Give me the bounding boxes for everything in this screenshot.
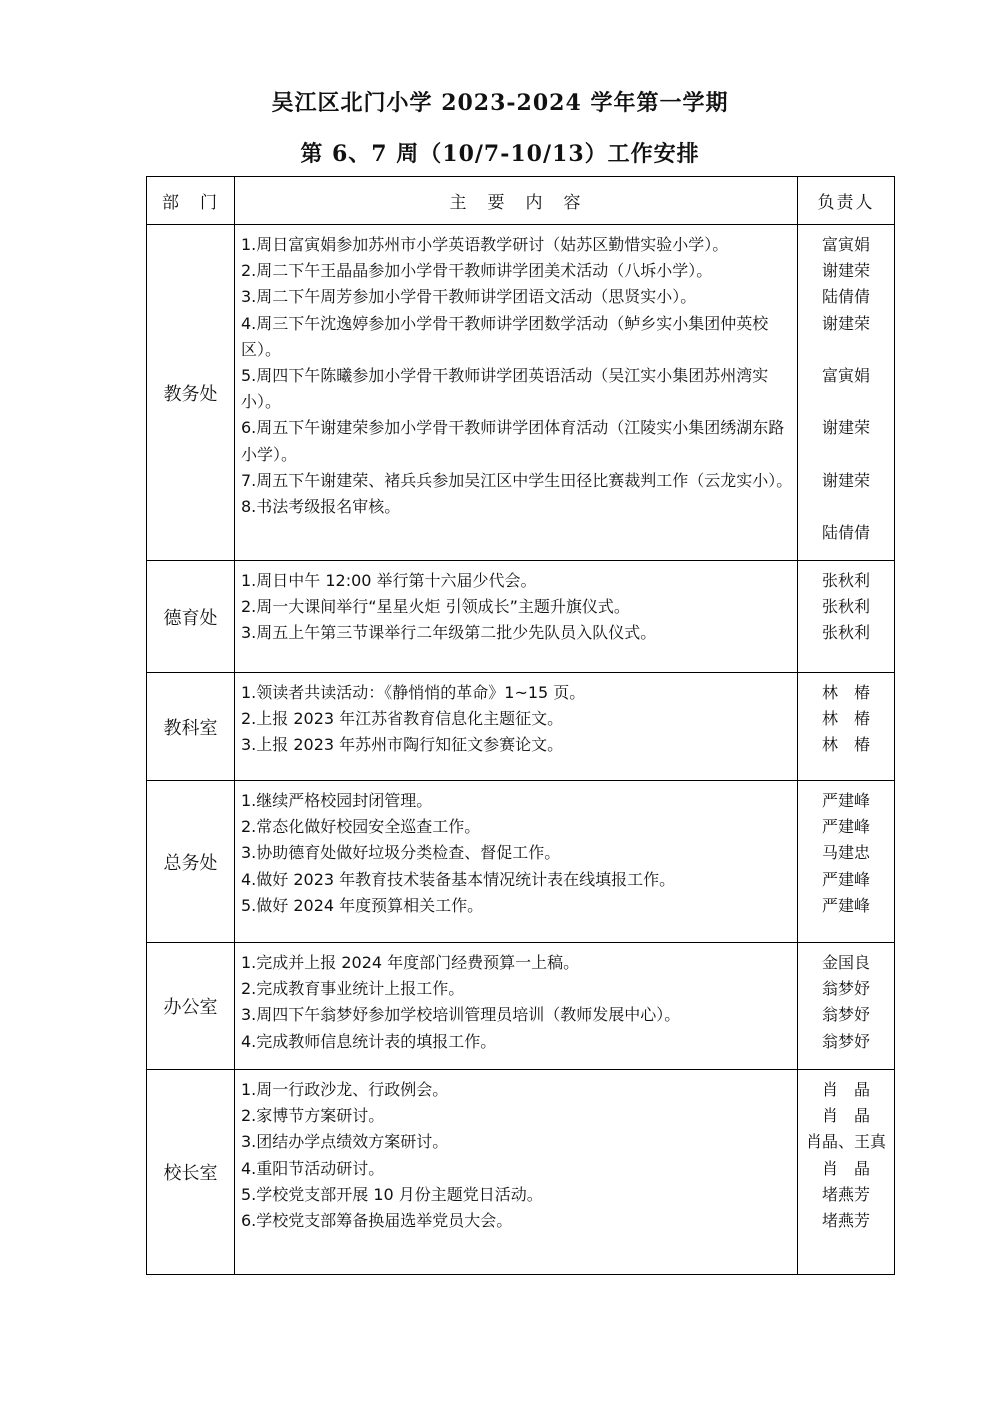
section-row-jiaoke: [147, 673, 895, 781]
owner-name: 谢建荣: [821, 418, 870, 438]
owner-name: [798, 494, 894, 520]
list-item: 4.完成教师信息统计表的填报工作。: [241, 1031, 497, 1051]
owner-name: 林 椿: [821, 735, 870, 755]
dept-label: 教科室: [147, 673, 235, 781]
list-item: 6.周五下午谢建荣参加小学骨干教师讲学团体育活动（江陵实小集团绣湖东路小学）。: [241, 418, 785, 464]
items-cell: [235, 781, 798, 943]
owner-name: 富寅娟: [821, 235, 870, 254]
owner-name: 金国良: [821, 953, 870, 972]
items-cell: [235, 1070, 798, 1275]
items-cell: [235, 561, 798, 673]
owners-cell: [798, 673, 895, 781]
owner-name: 马建忠: [821, 843, 870, 863]
section-row-xiaozhang: [147, 1070, 895, 1275]
owner-name: [798, 389, 894, 415]
list-item: 3.团结办学点绩效方案研讨。: [241, 1132, 449, 1152]
owners-cell: [798, 781, 895, 943]
section-row-zongwu: [147, 781, 895, 943]
list-item: 4.重阳节活动研讨。: [241, 1158, 385, 1178]
header-dept: 部 门: [147, 177, 235, 225]
owner-name: 肖 晶: [821, 1158, 870, 1178]
owners-cell: [798, 225, 895, 561]
list-item: 3.协助德育处做好垃圾分类检查、督促工作。: [241, 843, 561, 863]
list-item: 2.上报 2023 年江苏省教育信息化主题征文。: [241, 709, 564, 729]
owner-name: 翁梦妤: [821, 1005, 870, 1025]
owner-name: 翁梦妤: [821, 1031, 870, 1051]
owner-name: 肖 晶: [821, 1080, 870, 1099]
page-title: 吴江区北门小学 2023-2024 学年第一学期: [271, 90, 729, 116]
list-item: 5.学校党支部开展 10 月份主题党日活动。: [241, 1184, 543, 1204]
list-item: 1.继续严格校园封闭管理。: [241, 791, 433, 810]
list-item: 3.上报 2023 年苏州市陶行知征文参赛论文。: [241, 735, 564, 755]
owner-name: 堵燕芳: [821, 1184, 870, 1204]
list-item: 2.常态化做好校园安全巡查工作。: [241, 817, 481, 837]
owner-name: 严建峰: [821, 895, 870, 915]
list-item: 1.完成并上报 2024 年度部门经费预算一上稿。: [241, 953, 580, 972]
owner-name: 严建峰: [821, 791, 870, 810]
list-item: 5.做好 2024 年度预算相关工作。: [241, 895, 484, 915]
list-item: 2.周二下午王晶晶参加小学骨干教师讲学团美术活动（八坼小学）。: [241, 261, 713, 281]
owner-name: 堵燕芳: [821, 1211, 870, 1231]
section-row-deyu: [147, 561, 895, 673]
schedule-table: [146, 176, 895, 1275]
owners-cell: [798, 561, 895, 673]
dept-label: 德育处: [147, 561, 235, 673]
list-item: 4.做好 2023 年教育技术装备基本情况统计表在线填报工作。: [241, 869, 676, 889]
list-item: 2.周一大课间举行“星星火炬 引领成长”主题升旗仪式。: [241, 597, 630, 617]
owner-name: 翁梦妤: [821, 979, 870, 999]
owner-name: 张秋利: [821, 623, 870, 643]
header-owner: 负责人: [798, 177, 895, 225]
list-item: 5.周四下午陈曦参加小学骨干教师讲学团英语活动（吴江实小集团苏州湾实小）。: [241, 366, 769, 412]
table-header-row: [147, 177, 895, 225]
owner-name: 肖晶、王真: [805, 1132, 886, 1152]
owner-name: 陆倩倩: [821, 523, 870, 543]
list-item: 1.周日中午 12:00 举行第十六届少代会。: [241, 571, 537, 590]
list-item: 7.周五下午谢建荣、褚兵兵参加吴江区中学生田径比赛裁判工作（云龙实小）。: [241, 470, 793, 490]
owner-name: 富寅娟: [821, 366, 870, 386]
list-item: 3.周五上午第三节课举行二年级第二批少先队员入队仪式。: [241, 623, 657, 643]
items-cell: [235, 673, 798, 781]
list-item: 8.书法考级报名审核。: [241, 497, 401, 517]
list-item: 1.领读者共读活动：《静悄悄的革命》1~15 页。: [241, 683, 586, 702]
list-item: 3.周四下午翁梦妤参加学校培训管理员培训（教师发展中心）。: [241, 1005, 681, 1025]
page-subtitle: 第 6、7 周（10/7-10/13）工作安排: [300, 141, 700, 167]
section-row-jiaowu: [147, 225, 895, 561]
owner-name: 林 椿: [821, 683, 870, 702]
owner-name: 谢建荣: [821, 261, 870, 281]
list-item: 2.家博节方案研讨。: [241, 1106, 385, 1126]
dept-label: 办公室: [147, 943, 235, 1070]
section-row-bangong: [147, 943, 895, 1070]
owners-cell: [798, 1070, 895, 1275]
owner-name: 肖 晶: [821, 1106, 870, 1126]
owner-name: [798, 337, 894, 363]
owner-name: 严建峰: [821, 869, 870, 889]
list-item: 4.周三下午沈逸婷参加小学骨干教师讲学团数学活动（鲈乡实小集团仲英校区）。: [241, 313, 769, 359]
owners-cell: [798, 943, 895, 1070]
list-item: 6.学校党支部筹备换届选举党员大会。: [241, 1211, 513, 1231]
list-item: 3.周二下午周芳参加小学骨干教师讲学团语文活动（思贤实小）。: [241, 287, 697, 307]
dept-label: 总务处: [147, 781, 235, 943]
header-content: 主 要 内 容: [235, 177, 798, 225]
items-cell: [235, 943, 798, 1070]
items-cell: [235, 225, 798, 561]
owner-name: 林 椿: [821, 709, 870, 729]
dept-label: 教务处: [147, 225, 235, 561]
owner-name: 陆倩倩: [821, 287, 870, 307]
owner-name: 严建峰: [821, 817, 870, 837]
list-item: 2.完成教育事业统计上报工作。: [241, 979, 465, 999]
owner-name: [798, 442, 894, 468]
owner-name: 谢建荣: [821, 470, 870, 490]
owner-name: 张秋利: [821, 597, 870, 617]
list-item: 1.周日富寅娟参加苏州市小学英语教学研讨（姑苏区勤惜实验小学）。: [241, 235, 729, 254]
list-item: 1.周一行政沙龙、行政例会。: [241, 1080, 449, 1099]
owner-name: 张秋利: [821, 571, 870, 590]
owner-name: 谢建荣: [821, 313, 870, 333]
dept-label: 校长室: [147, 1070, 235, 1275]
